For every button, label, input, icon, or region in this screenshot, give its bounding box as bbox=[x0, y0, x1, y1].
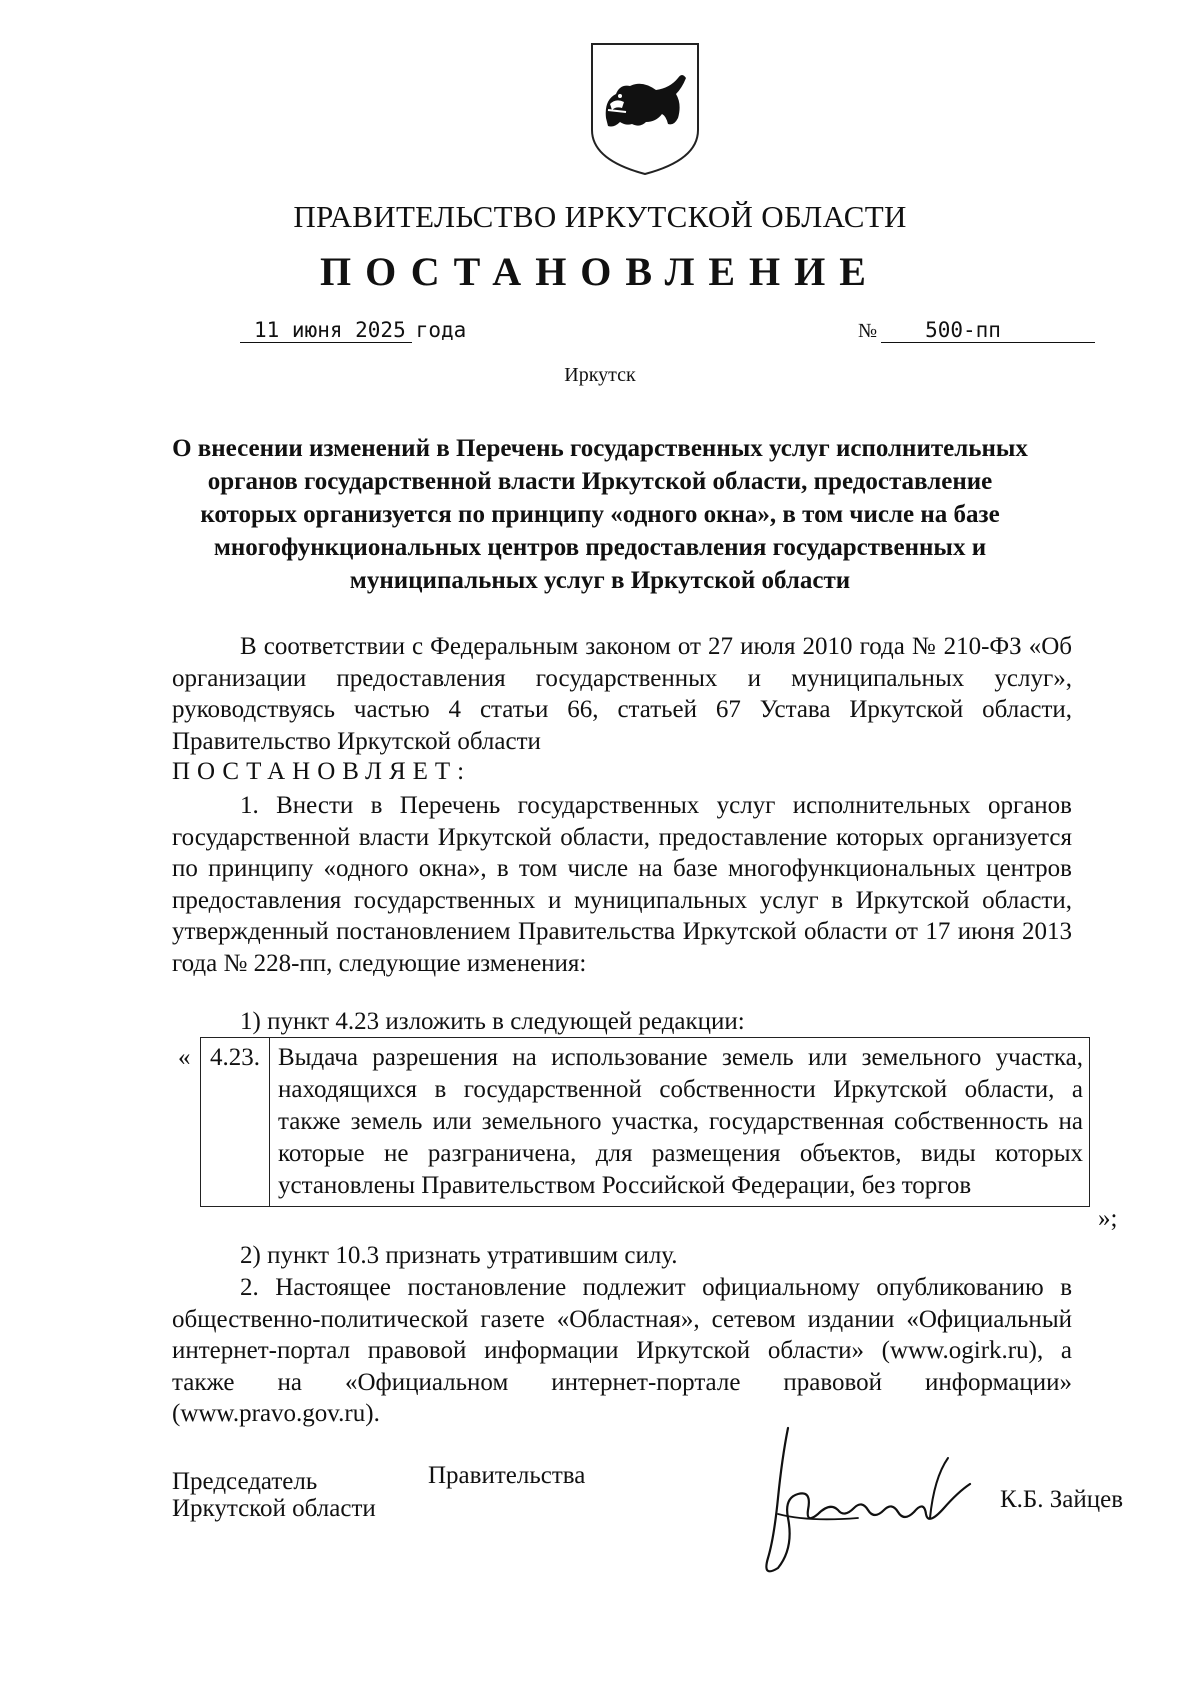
item-2-paragraph: 2. Настоящее постановление подлежит официальному опубликованию в общественно-политической газете «Областная», сетевом издании «Официальный интернет-портал правовой информации Иркутской области» (www.ogirk.ru), а также на «Официальном интернет-портале правовой информации» (www.pravo.gov.ru). bbox=[172, 1274, 1072, 1427]
coat-of-arms-emblem bbox=[586, 38, 704, 178]
quote-open: « bbox=[178, 1044, 191, 1071]
document-type: ПОСТАНОВЛЕНИЕ bbox=[320, 249, 880, 294]
quote-close: »; bbox=[1098, 1205, 1118, 1232]
signatory-name: К.Б. Зайцев bbox=[1000, 1486, 1124, 1513]
city: Иркутск bbox=[564, 364, 636, 386]
position-line-1-right: Правительства bbox=[428, 1462, 586, 1489]
date-suffix: года bbox=[415, 318, 467, 342]
government-name: ПРАВИТЕЛЬСТВО ИРКУТСКОЙ ОБЛАСТИ bbox=[293, 199, 907, 234]
handwritten-signature bbox=[748, 1418, 978, 1588]
position-line-2: Иркутской области bbox=[172, 1495, 376, 1522]
decree-word: ПОСТАНОВЛЯЕТ: bbox=[172, 758, 472, 785]
item-1-paragraph: 1. Внести в Перечень государственных услуг исполнительных органов государственной власти Иркутской области, предоставление которых организуется по принципу «одного окна», в том числе на базе многофункциональных центров предоставления государственных и муниципальных услуг в Иркутской области, утвержденный постановлением Правительства Иркутской области от 17 июня 2013 года № 228-пп, следующие изменения: bbox=[172, 792, 1072, 977]
date-value: 11 июня 2025 bbox=[240, 318, 412, 343]
document-number bbox=[858, 318, 1095, 343]
number-sign: № bbox=[858, 320, 878, 342]
table-cell-number: 4.23. bbox=[201, 1038, 270, 1207]
subitem-2-paragraph: 2) пункт 10.3 признать утратившим силу. bbox=[240, 1242, 678, 1269]
document-date bbox=[240, 318, 466, 343]
number-value: 500-пп bbox=[881, 318, 1095, 343]
signatory-position bbox=[172, 1468, 376, 1522]
amendment-table bbox=[200, 1037, 1090, 1207]
document-title: О внесении изменений в Перечень государственных услуг исполнительных органов государственной власти Иркутской области, предоставление которых организуется по принципу «одного окна», в том числе на базе многофункциональных центров предоставления государственных и муниципальных услуг в Иркутской области bbox=[172, 435, 1028, 594]
table-row bbox=[201, 1038, 1090, 1207]
preamble-paragraph: В соответствии с Федеральным законом от 27 июля 2010 года № 210-ФЗ «Об организации предоставления государственных и муниципальных услуг», руководствуясь частью 4 статьи 66, статьей 67 Устава Иркутской области, Правительство Иркутской области bbox=[172, 633, 1072, 755]
coat-of-arms-icon bbox=[586, 38, 704, 178]
table-cell-text: Выдача разрешения на использование земель или земельного участка, находящихся в государственной собственности Иркутской области, а также земель или земельного участка, государственная собственность на которые не разграничена, для размещения объектов, виды которых установлены Правительством Российской Федерации, без торгов bbox=[270, 1038, 1090, 1207]
subitem-1-paragraph: 1) пункт 4.23 изложить в следующей редакции: bbox=[240, 1008, 745, 1035]
position-line-1: Председатель bbox=[172, 1468, 318, 1495]
